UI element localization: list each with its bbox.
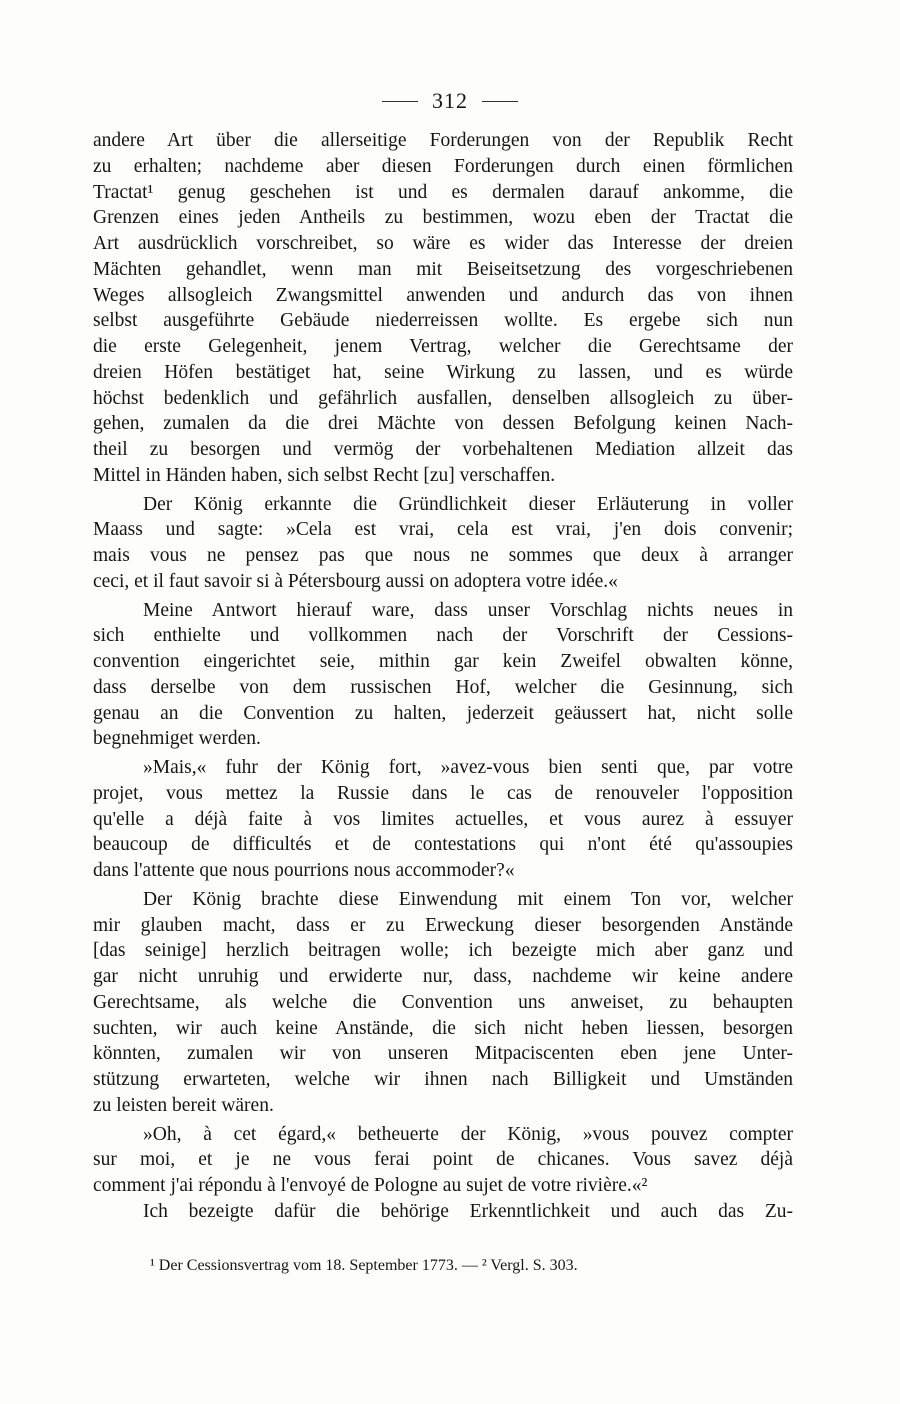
text-line: Art ausdrücklich vorschreibet, so wäre es wider das Interesse der dreien — [93, 233, 793, 254]
text-line: höchst bedenklich und gefährlich ausfallen, denselben allsogleich zu über- — [93, 387, 793, 409]
text-line: Der König brachte diese Einwendung mit einem Ton vor, welcher — [143, 888, 793, 910]
header-rule-right — [482, 101, 518, 102]
text-line: stützung erwarteten, welche wir ihnen nach Billigkeit und Umständen — [93, 1069, 793, 1090]
text-line: selbst ausgeführte Gebäude niederreissen wollte. Es ergebe sich nun — [93, 310, 793, 332]
text-line: Tractat¹ genug geschehen ist und es dermalen darauf ankomme, die — [93, 181, 793, 203]
body-text — [93, 128, 793, 1225]
text-line: die erste Gelegenheit, jenem Vertrag, welcher die Gerechtsame der — [93, 336, 793, 357]
text-line: mais vous ne pensez pas que nous ne sommes que deux à arranger — [93, 545, 793, 566]
header-rule-left — [382, 101, 418, 102]
text-line: gar nicht unruhig und erwiderte nur, dass, nachdeme wir keine andere — [93, 966, 793, 987]
text-line: theil zu besorgen und vermög der vorbehaltenen Mediation allzeit das — [93, 439, 793, 460]
text-line: andere Art über die allerseitige Forderungen von der Republik Recht — [93, 130, 793, 151]
text-line: Der König erkannte die Gründlichkeit dieser Erläuterung in voller — [143, 493, 793, 515]
text-line: Grenzen eines jeden Antheils zu bestimmen, wozu eben der Tractat die — [93, 207, 793, 229]
text-line: genau an die Convention zu halten, jederzeit geäussert hat, nicht solle — [93, 702, 793, 724]
text-line: zu leisten bereit wären. — [93, 1094, 274, 1116]
text-line: dreien Höfen bestätiget hat, seine Wirkung zu lassen, und es würde — [93, 361, 793, 383]
text-line: qu'elle a déjà faite à vos limites actuelles, et vous aurez à essuyer — [93, 808, 793, 830]
text-line: convention eingerichtet seie, mithin gar kein Zweifel obwalten könne, — [93, 651, 793, 672]
text-line: mir glauben macht, dass er zu Erweckung dieser besorgenden Anstände — [93, 914, 793, 936]
text-line: Ich bezeigte dafür die behörige Erkenntlichkeit und auch das Zu- — [143, 1200, 793, 1222]
text-line: gehen, zumalen da die drei Mächte von dessen Befolgung keinen Nach- — [93, 413, 793, 435]
text-line: comment j'ai répondu à l'envoyé de Pologne au sujet de votre rivière.«² — [93, 1175, 648, 1196]
text-line: suchten, wir auch keine Anstände, die sich nicht heben liessen, besorgen — [93, 1017, 793, 1039]
page-number: 312 — [432, 88, 468, 113]
text-line: zu erhalten; nachdeme aber diesen Forderungen durch einen förmlichen — [93, 155, 793, 177]
text-line: begnehmiget werden. — [93, 728, 261, 750]
text-line: sich enthielte und vollkommen nach der Vorschrift der Cessions- — [93, 625, 793, 647]
text-line: Mächten gehandlet, wenn man mit Beiseitsetzung des vorgeschriebenen — [93, 258, 793, 280]
text-line: »Mais,« fuhr der König fort, »avez-vous bien senti que, par votre — [143, 757, 793, 778]
page-header — [0, 88, 900, 114]
text-line: Mittel in Händen haben, sich selbst Recht [zu] verschaffen. — [93, 464, 556, 486]
text-line: »Oh, à cet égard,« betheuerte der König, »vous pouvez compter — [143, 1123, 793, 1145]
footnote: ¹ Der Cessionsvertrag vom 18. September 1773. — ² Vergl. S. 303. — [150, 1257, 578, 1274]
text-line: projet, vous mettez la Russie dans le cas de renouveler l'opposition — [93, 782, 793, 804]
text-line: Weges allsogleich Zwangsmittel anwenden und andurch das von ihnen — [93, 284, 793, 306]
text-line: könnten, zumalen wir von unseren Mitpaciscenten eben jene Unter- — [93, 1043, 793, 1065]
text-line: [das seinige] herzlich beitragen wolle; ich bezeigte mich aber ganz und — [93, 940, 793, 962]
text-line: Maass und sagte: »Cela est vrai, cela est vrai, j'en dois convenir; — [93, 519, 793, 541]
text-line: dass derselbe von dem russischen Hof, welcher die Gesinnung, sich — [93, 676, 793, 698]
text-line: ceci, et il faut savoir si à Pétersbourg aussi on adoptera votre idée.« — [93, 570, 618, 592]
text-line: Gerechtsame, als welche die Convention uns anweiset, zu behaupten — [93, 991, 793, 1013]
text-line: dans l'attente que nous pourrions nous accommoder?« — [93, 860, 515, 881]
text-line: sur moi, et je ne vous ferai point de chicanes. Vous savez déjà — [93, 1149, 793, 1171]
text-line: beaucoup de difficultés et de contestations qui n'ont été qu'assoupies — [93, 834, 793, 856]
text-line: Meine Antwort hierauf ware, dass unser Vorschlag nichts neues in — [143, 599, 793, 621]
